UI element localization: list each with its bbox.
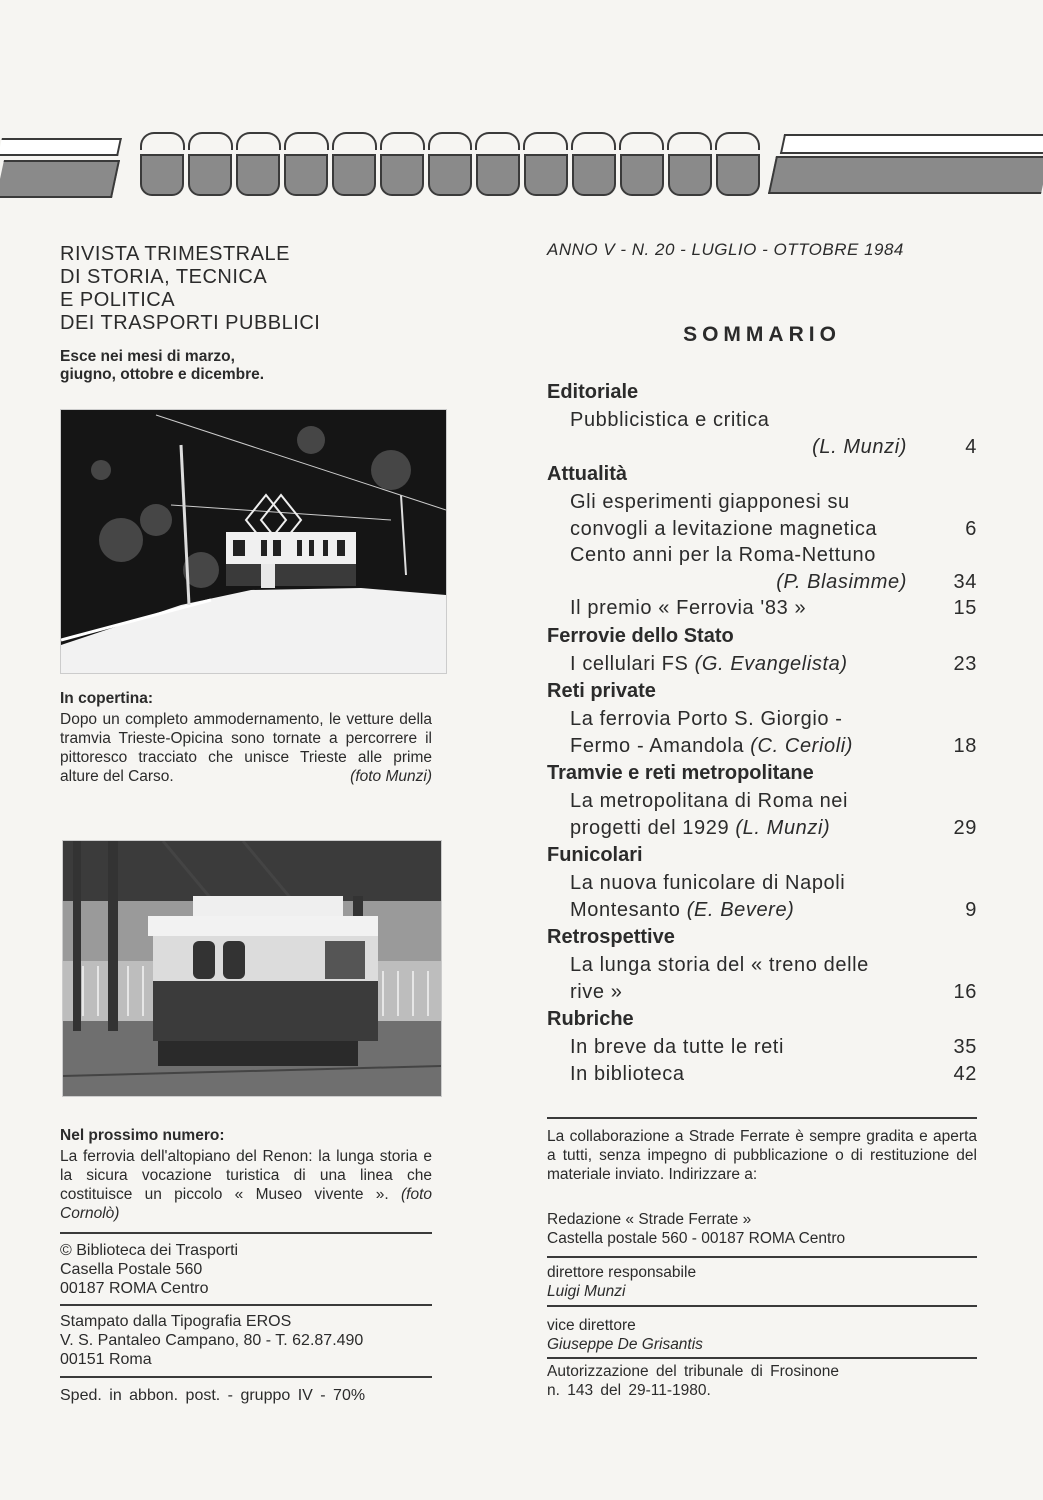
- next-issue-photo-credit: (foto Cornolò): [60, 1186, 432, 1222]
- authorization-line: n. 143 del 29-11-1980.: [547, 1382, 711, 1399]
- printer-line: 00151 Roma: [60, 1351, 152, 1368]
- toc-entry-title: In biblioteca: [570, 1062, 685, 1085]
- toc-entry-page-number: 9: [965, 898, 977, 921]
- printer-block: [60, 1312, 432, 1369]
- toc-entry-author: (C. Cerioli): [750, 734, 854, 757]
- intro-line: DI STORIA, TECNICA: [60, 266, 268, 288]
- printer-line: V. S. Pantaleo Campano, 80 - T. 62.87.490: [60, 1332, 364, 1349]
- cover-caption-body: [60, 710, 432, 786]
- toc-entry-title: Il premio « Ferrovia '83 »: [570, 597, 807, 619]
- toc-entry-page-number: 6: [965, 517, 977, 540]
- authorization-block: [547, 1362, 977, 1400]
- toc-entry-author: (E. Bevere): [686, 898, 795, 921]
- toc-entry[interactable]: [547, 952, 977, 1005]
- next-issue-text: La ferrovia dell'altopiano del Renon: la lunga storia e la sicura vocazione turistica di una linea che costituisce un piccolo « Museo vivente ».: [60, 1148, 432, 1203]
- toc-entry-page-number: 34: [953, 570, 977, 593]
- address-line: Redazione « Strade Ferrate »: [547, 1211, 752, 1228]
- collaboration-note: La collaborazione a Strade Ferrate è sempre gradita e aperta a tutti, senza impegno di pubblicazione o di restituzione del materiale inviato. Indirizzare a:: [547, 1128, 977, 1183]
- vice-director-name: Giuseppe De Grisantis: [547, 1336, 703, 1353]
- masthead-stripe-right-bottom: [768, 156, 1043, 194]
- toc-entry-page-number: 16: [953, 980, 977, 1003]
- toc-entry-author: (L. Munzi): [735, 816, 831, 839]
- toc-entry-title: Cento anni per la Roma-Nettuno: [570, 544, 876, 566]
- magazine-description: [60, 243, 432, 335]
- logo-upper-outline: [140, 132, 760, 152]
- divider: [547, 1305, 977, 1307]
- toc-entry-title: La metropolitana di Roma nei progetti del 1929: [570, 790, 849, 839]
- toc-entry-page-number: 23: [953, 652, 977, 675]
- toc-entry-author: (P. Blasimme): [776, 570, 907, 593]
- cover-caption-text: Dopo un completo ammodernamento, le vetture della tramvia Trieste-Opicina sono tornate a percorrere il pittoresco tracciato che unisce Trieste alle prime alture del Carso.: [60, 711, 432, 785]
- toc-entry-page-number: 35: [953, 1036, 977, 1058]
- issue-info: ANNO V - N. 20 - LUGLIO - OTTOBRE 1984: [547, 240, 904, 259]
- toc-entry-title: In breve da tutte le reti: [570, 1036, 785, 1058]
- toc-section-heading: Editoriale: [547, 381, 639, 403]
- director-label: direttore responsabile: [547, 1264, 697, 1281]
- logo-lower-fill: [140, 154, 760, 196]
- next-issue-caption: [60, 1127, 432, 1223]
- toc-entry[interactable]: [547, 1061, 977, 1088]
- table-of-contents: [547, 378, 977, 1087]
- toc-entry-title: La ferrovia Porto S. Giorgio - Fermo - Amandola: [570, 708, 843, 757]
- intro-line: DEI TRASPORTI PUBBLICI: [60, 312, 321, 334]
- toc-entry[interactable]: [547, 788, 977, 841]
- cover-photo-tram-trieste-opicina: [60, 409, 447, 674]
- cover-caption-heading: In copertina:: [60, 690, 154, 707]
- publisher-line: © Biblioteca dei Trasporti: [60, 1242, 239, 1259]
- toc-entry-title: I cellulari FS: [570, 652, 689, 675]
- toc-section-heading: Funicolari: [547, 844, 643, 866]
- postal-shipping-note: Sped. in abbon. post. - gruppo IV - 70%: [60, 1387, 366, 1404]
- toc-entry-title: Gli esperimenti giapponesi su convogli a levitazione magnetica: [570, 491, 878, 540]
- editorial-address: [547, 1210, 977, 1248]
- next-issue-heading: Nel prossimo numero:: [60, 1127, 225, 1144]
- next-issue-body: [60, 1147, 432, 1223]
- publisher-block: [60, 1241, 432, 1298]
- cover-caption: [60, 690, 432, 786]
- next-issue-photo-renon-tram: [62, 840, 442, 1097]
- toc-entry-author: (G. Evangelista): [694, 652, 848, 675]
- toc-section-heading: Ferrovie dello Stato: [547, 624, 734, 647]
- toc-section-heading: Rubriche: [547, 1008, 634, 1030]
- divider: [60, 1376, 432, 1378]
- toc-entry[interactable]: [547, 870, 977, 923]
- vice-director-block: [547, 1316, 977, 1354]
- toc-section-heading: Attualità: [547, 463, 627, 485]
- schedule-line: giugno, ottobre e dicembre.: [60, 366, 265, 383]
- divider: [547, 1117, 977, 1119]
- printer-line: Stampato dalla Tipografia EROS: [60, 1313, 292, 1330]
- toc-section-heading: Reti private: [547, 680, 656, 702]
- intro-line: RIVISTA TRIMESTRALE: [60, 243, 290, 265]
- schedule-line: Esce nei mesi di marzo,: [60, 348, 235, 365]
- divider: [547, 1256, 977, 1258]
- masthead-stripe-left-top: [0, 138, 122, 156]
- toc-entry-author: (L. Munzi): [812, 435, 907, 458]
- toc-entry[interactable]: [547, 542, 977, 595]
- toc-section-heading: Retrospettive: [547, 926, 675, 948]
- publisher-line: 00187 ROMA Centro: [60, 1280, 209, 1297]
- cover-photo-credit: (foto Munzi): [350, 768, 432, 785]
- toc-entry-title: La lunga storia del « treno delle rive »: [570, 954, 869, 1003]
- authorization-line: Autorizzazione del tribunale di Frosinone: [547, 1363, 840, 1380]
- divider: [547, 1357, 977, 1359]
- toc-entry[interactable]: [547, 1034, 977, 1061]
- publication-schedule: [60, 348, 432, 384]
- masthead-stripe-right-top: [780, 134, 1043, 154]
- masthead: [0, 120, 1043, 210]
- logo-text: [0, 120, 1, 121]
- toc-entry[interactable]: [547, 651, 977, 678]
- divider: [60, 1304, 432, 1306]
- toc-section-heading: Tramvie e reti metropolitane: [547, 762, 814, 784]
- divider: [60, 1232, 432, 1234]
- toc-entry-title: Pubblicistica e critica: [570, 409, 770, 431]
- toc-entry[interactable]: [547, 706, 977, 759]
- toc-entry-page-number: 42: [953, 1062, 977, 1085]
- toc-entry-page-number: 29: [953, 816, 977, 839]
- toc-entry-page-number: 4: [965, 435, 977, 458]
- toc-entry-title: La nuova funicolare di Napoli Montesanto: [570, 872, 846, 921]
- toc-entry[interactable]: [547, 489, 977, 542]
- toc-entry-page-number: 15: [953, 597, 977, 619]
- address-line: Castella postale 560 - 00187 ROMA Centro: [547, 1230, 846, 1247]
- director-block: [547, 1263, 977, 1301]
- publisher-line: Casella Postale 560: [60, 1261, 203, 1278]
- vice-director-label: vice direttore: [547, 1317, 636, 1334]
- toc-entry-page-number: 18: [953, 734, 977, 757]
- toc-title: SOMMARIO: [683, 323, 841, 346]
- director-name: Luigi Munzi: [547, 1283, 626, 1300]
- intro-line: E POLITICA: [60, 289, 176, 311]
- toc-entry[interactable]: [547, 407, 977, 460]
- masthead-stripe-left-bottom: [0, 160, 120, 198]
- toc-entry[interactable]: [547, 595, 977, 622]
